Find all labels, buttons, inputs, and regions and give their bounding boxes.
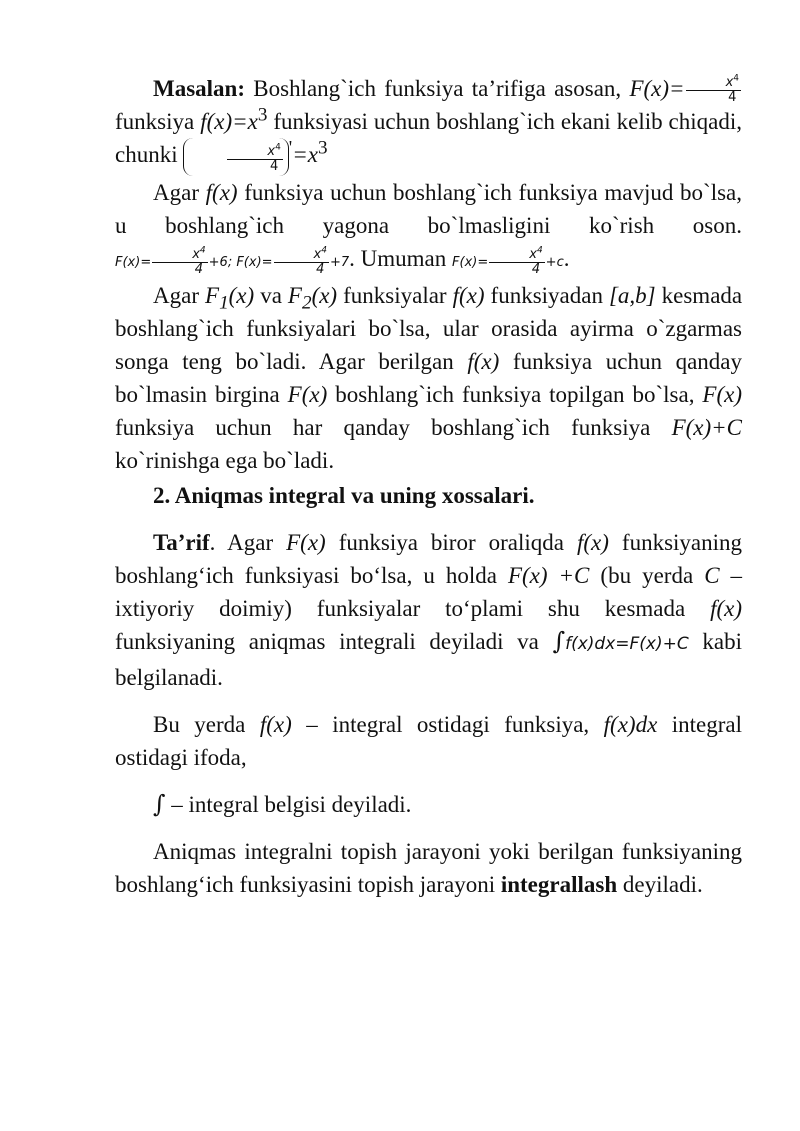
derivative-expression: $\frac{x^4}{4}$ xyxy=(183,138,288,175)
paragraph-integrand: Bu yerda f(x) – integral ostidagi funksiya, f(x)dx integral ostidagi ifoda, xyxy=(115,711,743,770)
paragraph-integration: Aniqmas integralni topish jarayoni yoki berilgan funksiyaning boshlang‘ich funksiyasini topish jarayoni integrallash deyiladi. xyxy=(115,838,742,897)
document-page xyxy=(115,72,742,901)
integral-sign-icon: ∫ xyxy=(153,789,166,818)
definition-label: Ta’rif xyxy=(153,529,210,555)
paragraph-non-unique: Agar f(x) funksiya uchun boshlang`ich funksiya mavjud bo`lsa, u boshlang`ich yagona bo`lmasligini ko`rish oson. F(x)= $\frac{x^4}{4}$ +6; F(x)= $\frac{x^4}{4}$ +7. Umuman F(x)= $\frac{x^4}{4}$ +c. xyxy=(115,179,742,277)
integral-formula: ∫f(x)dx=F(x)+C xyxy=(552,626,689,655)
paragraph-example: Masalan: Boshlang`ich funksiya ta’rifiga asosan, F(x)= $\frac{x^4}{4}$ funksiya $f(x)=x^3$ funksiyasi uchun boshlang`ich ekani kelib chiqadi, chunki $\frac{x^4}{4}$ $'=x^3$ xyxy=(115,73,743,174)
math-example-antiderivatives: F(x)= $\frac{x^4}{4}$ +6; F(x)= $\frac{x^4}{4}$ +7 xyxy=(115,245,350,277)
fraction-x4-over-4: $\frac{x^4}{4}$ xyxy=(686,76,741,105)
example-label: Masalan: xyxy=(153,76,245,101)
math-general-antiderivative: F(x)= $\frac{x^4}{4}$ +c xyxy=(452,245,564,277)
paragraph-definition: Ta’rif. Agar F(x) funksiya biror oraliqda f(x) funksiyaning boshlang‘ich funksiyasi bo‘lsa, u holda F(x) +C (bu yerda C – ixtiyoriy doimiy) funksiyalar to‘plami shu kesmada f(x) funksiyaning aniqmas integrali deyiladi va ∫f(x)dx=F(x)+C kabi belgilanadi. xyxy=(115,529,743,690)
section-heading: 2. Aniqmas integral va uning xossalari. xyxy=(153,482,535,508)
paragraph-difference: Agar $F_1(x)$ va $F_2(x)$ funksiyalar f(x) funksiyadan [a,b] kesmada boshlang`ich funksiyalari bo`lsa, ular orasida ayirma o`zgarmas songa teng bo`ladi. Agar berilgan f(x) funksiya uchun qanday bo`lmasin birgina F(x) boshlang`ich funksiya topilgan bo`lsa, F(x) funksiya uchun har qanday boshlang`ich funksiya F(x)+C ko`rinishga ega bo`ladi. xyxy=(115,282,743,473)
paragraph-integral-sign: ∫ – integral belgisi deyiladi. xyxy=(153,789,412,818)
